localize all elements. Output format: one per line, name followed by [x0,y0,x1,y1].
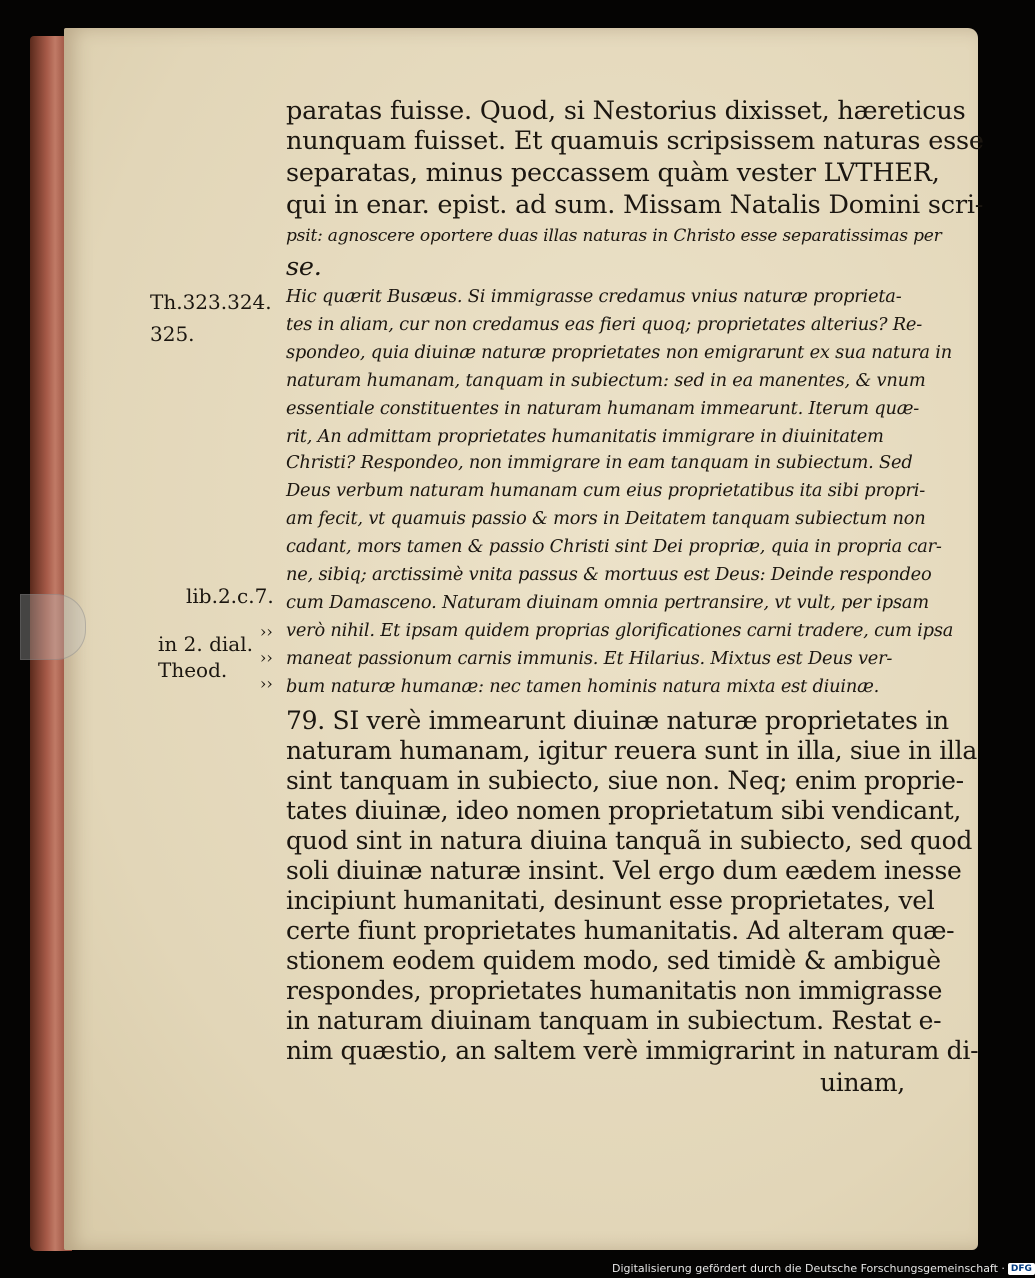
quote-mark: ›› [260,674,273,693]
text-line: se. [286,252,322,282]
text-line: sint tanquam in subiecto, siue non. Neq; enim proprie- [286,766,964,795]
text-line: uinam, [820,1068,905,1097]
text-line: maneat passionum carnis immunis. Et Hilarius. Mixtus est Deus ver- [286,648,893,669]
text-line: respondes, proprietates humanitatis non immigrasse [286,976,943,1005]
text-line: quod sint in natura diuina tanquã in subiecto, sed quod [286,826,973,855]
page-clip [20,594,86,660]
text-line: naturam humanam, igitur reuera sunt in illa, siue in illa [286,736,977,765]
text-line: psit: agnoscere oportere duas illas naturas in Christo esse separatissimas per [286,226,942,246]
margin-note-dial: in 2. dial. [158,632,253,656]
text-line: soli diuinæ naturæ insint. Vel ergo dum eædem inesse [286,856,962,885]
text-line: Christi? Respondeo, non immigrare in eam tanquam in subiectum. Sed [286,452,913,473]
text-line: stionem eodem quidem modo, sed timidè & ambiguè [286,946,941,975]
quote-mark: ›› [260,648,273,667]
margin-note-theod: Theod. [158,658,228,682]
margin-note-lib: lib.2.c.7. [186,584,274,608]
text-line: 79. SI verè immearunt diuinæ naturæ proprietates in [286,706,949,735]
digitization-credit [612,1259,1032,1278]
text-line: cum Damasceno. Naturam diuinam omnia pertransire, vt vult, per ipsam [286,592,929,613]
text-line: tates diuinæ, ideo nomen proprietatum sibi vendicant, [286,796,962,825]
text-line: nim quæstio, an saltem verè immigrarint in naturam di- [286,1036,979,1065]
margin-note-thesis-cont: 325. [150,322,195,346]
text-line: rit, An admittam proprietates humanitatis immigrare in diuinitatem [286,426,884,447]
text-line: separatas, minus peccassem quàm vester LVTHER, [286,158,940,188]
text-line: essentiale constituentes in naturam humanam immearunt. Iterum quæ- [286,398,920,419]
text-line: ne, sibiq; arctissimè vnita passus & mortuus est Deus: Deinde respondeo [286,564,932,585]
text-line: am fecit, vt quamuis passio & mors in Deitatem tanquam subiectum non [286,508,926,529]
text-line: certe fiunt proprietates humanitatis. Ad alteram quæ- [286,916,955,945]
text-line: bum naturæ humanæ: nec tamen hominis natura mixta est diuinæ. [286,676,880,697]
text-line: tes in aliam, cur non credamus eas fieri quoq; proprietates alterius? Re- [286,314,923,335]
text-line: incipiunt humanitati, desinunt esse proprietates, vel [286,886,935,915]
text-line: qui in enar. epist. ad sum. Missam Natalis Domini scri- [286,190,984,220]
text-line: paratas fuisse. Quod, si Nestorius dixisset, hæreticus [286,96,966,126]
credit-text: Digitalisierung gefördert durch die Deutsche Forschungsgemeinschaft · [612,1262,1005,1275]
quote-mark: ›› [260,622,273,641]
text-line: in naturam diuinam tanquam in subiectum. Restat e- [286,1006,942,1035]
text-line: Deus verbum naturam humanam cum eius proprietatibus ita sibi propri- [286,480,926,501]
text-line: nunquam fuisset. Et quamuis scripsissem naturas esse [286,126,984,156]
text-line: cadant, mors tamen & passio Christi sint Dei propriæ, quia in propria car- [286,536,942,557]
margin-note-thesis: Th.323.324. [150,290,272,314]
text-line: spondeo, quia diuinæ naturæ proprietates non emigrarunt ex sua natura in [286,342,952,363]
text-line: Hic quærit Busæus. Si immigrasse credamus vnius naturæ proprieta- [286,286,902,307]
dfg-logo: DFG [1008,1263,1035,1275]
text-line: naturam humanam, tanquam in subiectum: sed in ea manentes, & vnum [286,370,926,391]
text-line: verò nihil. Et ipsam quidem proprias glorificationes carni tradere, cum ipsa [286,620,954,641]
